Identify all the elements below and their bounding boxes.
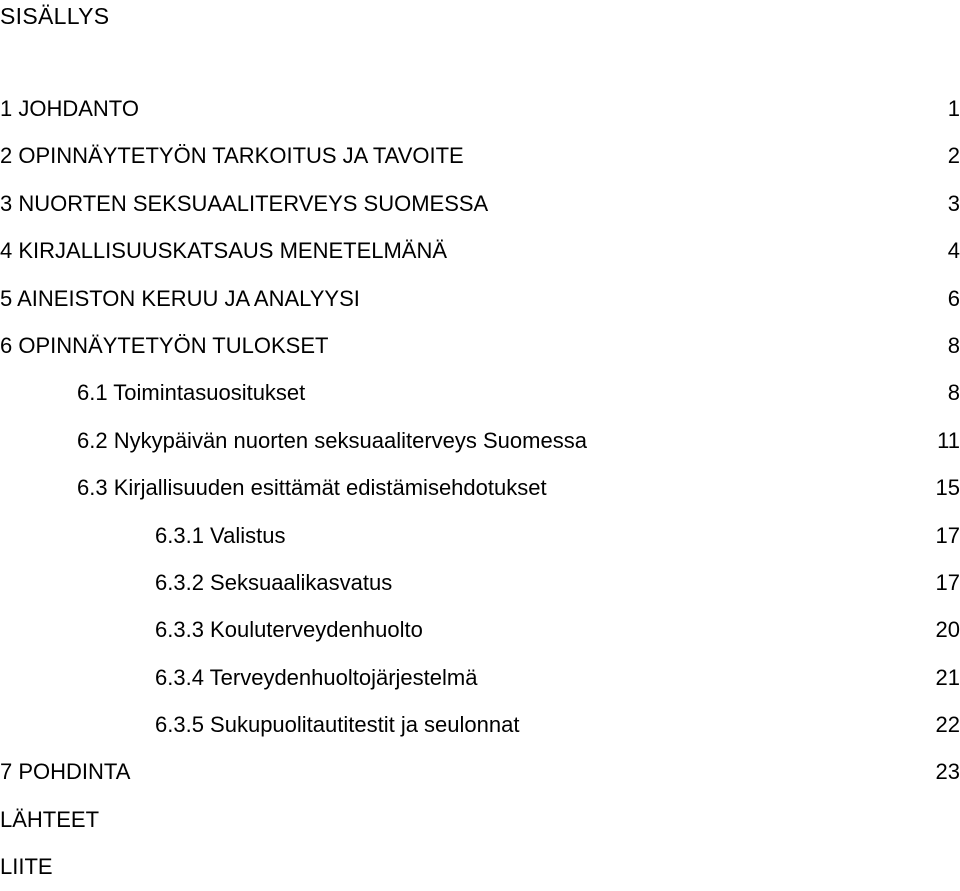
toc-heading: SISÄLLYS (0, 3, 110, 29)
toc-entry-page: 11 (937, 427, 960, 453)
toc-entry-label: 6.3.2 Seksuaalikasvatus (155, 569, 393, 595)
toc-entry-aineiston-keruu[interactable] (0, 275, 960, 322)
toc-entry-label: LÄHTEET (0, 806, 100, 832)
toc-entry-edistamisehdotukset[interactable] (0, 464, 960, 511)
toc-entry-label: 6.3.3 Kouluterveydenhuolto (155, 617, 423, 643)
toc-entry-page: 1 (947, 96, 960, 121)
toc-entry-label: 4 KIRJALLISUUSKATSAUS MENETELMÄNÄ (0, 238, 448, 264)
toc-entry-page: 6 (947, 285, 960, 311)
toc-entry-page: 22 (935, 712, 960, 738)
toc-entry-label: 3 NUORTEN SEKSUAALITERVEYS SUOMESSA (0, 190, 489, 216)
toc-entry-nykypaivan-nuorten[interactable] (0, 417, 960, 464)
toc-entry-page: 15 (935, 475, 960, 501)
toc-entry-label: 7 POHDINTA (0, 759, 131, 785)
toc-entry-label: LIITE (0, 854, 53, 880)
toc-entry-tarkoitus-ja-tavoite[interactable] (0, 132, 960, 179)
toc-entry-label: 6.3.1 Valistus (155, 522, 286, 548)
toc-entry-label: 6.3.4 Terveydenhuoltojärjestelmä (155, 664, 478, 690)
toc-entry-label: 6.2 Nykypäivän nuorten seksuaaliterveys Suomessa (77, 427, 587, 453)
toc-entry-label: 6.1 Toimintasuositukset (77, 380, 306, 406)
toc-entry-liite[interactable] (0, 843, 960, 890)
toc-entry-page: 8 (947, 332, 960, 358)
toc-entry-toimintasuositukset[interactable] (0, 369, 960, 416)
toc-entry-sukupuolitautitestit[interactable] (0, 701, 960, 748)
toc-entry-kouluterveydenhuolto[interactable] (0, 606, 960, 653)
toc-entry-pohdinta[interactable] (0, 748, 960, 795)
toc-entry-valistus[interactable] (0, 512, 960, 559)
toc-entry-lahteet[interactable] (0, 796, 960, 843)
toc-entry-page: 17 (935, 522, 960, 548)
toc-entry-seksuaaliterveys-suomessa[interactable] (0, 180, 960, 227)
toc-entry-label: 1 JOHDANTO (0, 96, 139, 121)
toc-entry-page: 8 (947, 380, 960, 406)
toc-entry-seksuaalikasvatus[interactable] (0, 559, 960, 606)
toc-entry-page: 4 (947, 238, 960, 264)
toc-entry-tulokset[interactable] (0, 322, 960, 369)
toc-entry-terveydenhuoltojarjestelma[interactable] (0, 654, 960, 701)
toc-entry-page: 21 (935, 664, 960, 690)
table-of-contents (0, 85, 960, 891)
toc-entry-page: 20 (935, 617, 960, 643)
toc-entry-label: 6 OPINNÄYTETYÖN TULOKSET (0, 332, 329, 358)
toc-entry-page: 2 (947, 143, 960, 169)
toc-entry-page: 23 (935, 759, 960, 785)
toc-entry-page: 17 (935, 569, 960, 595)
toc-entry-label: 5 AINEISTON KERUU JA ANALYYSI (0, 285, 360, 311)
toc-entry-page: 3 (947, 190, 960, 216)
toc-entry-johdanto[interactable] (0, 85, 960, 132)
toc-entry-kirjallisuuskatsaus[interactable] (0, 227, 960, 274)
toc-entry-label: 2 OPINNÄYTETYÖN TARKOITUS JA TAVOITE (0, 143, 464, 169)
toc-entry-label: 6.3 Kirjallisuuden esittämät edistämisehdotukset (77, 475, 547, 501)
toc-entry-label: 6.3.5 Sukupuolitautitestit ja seulonnat (155, 712, 520, 738)
